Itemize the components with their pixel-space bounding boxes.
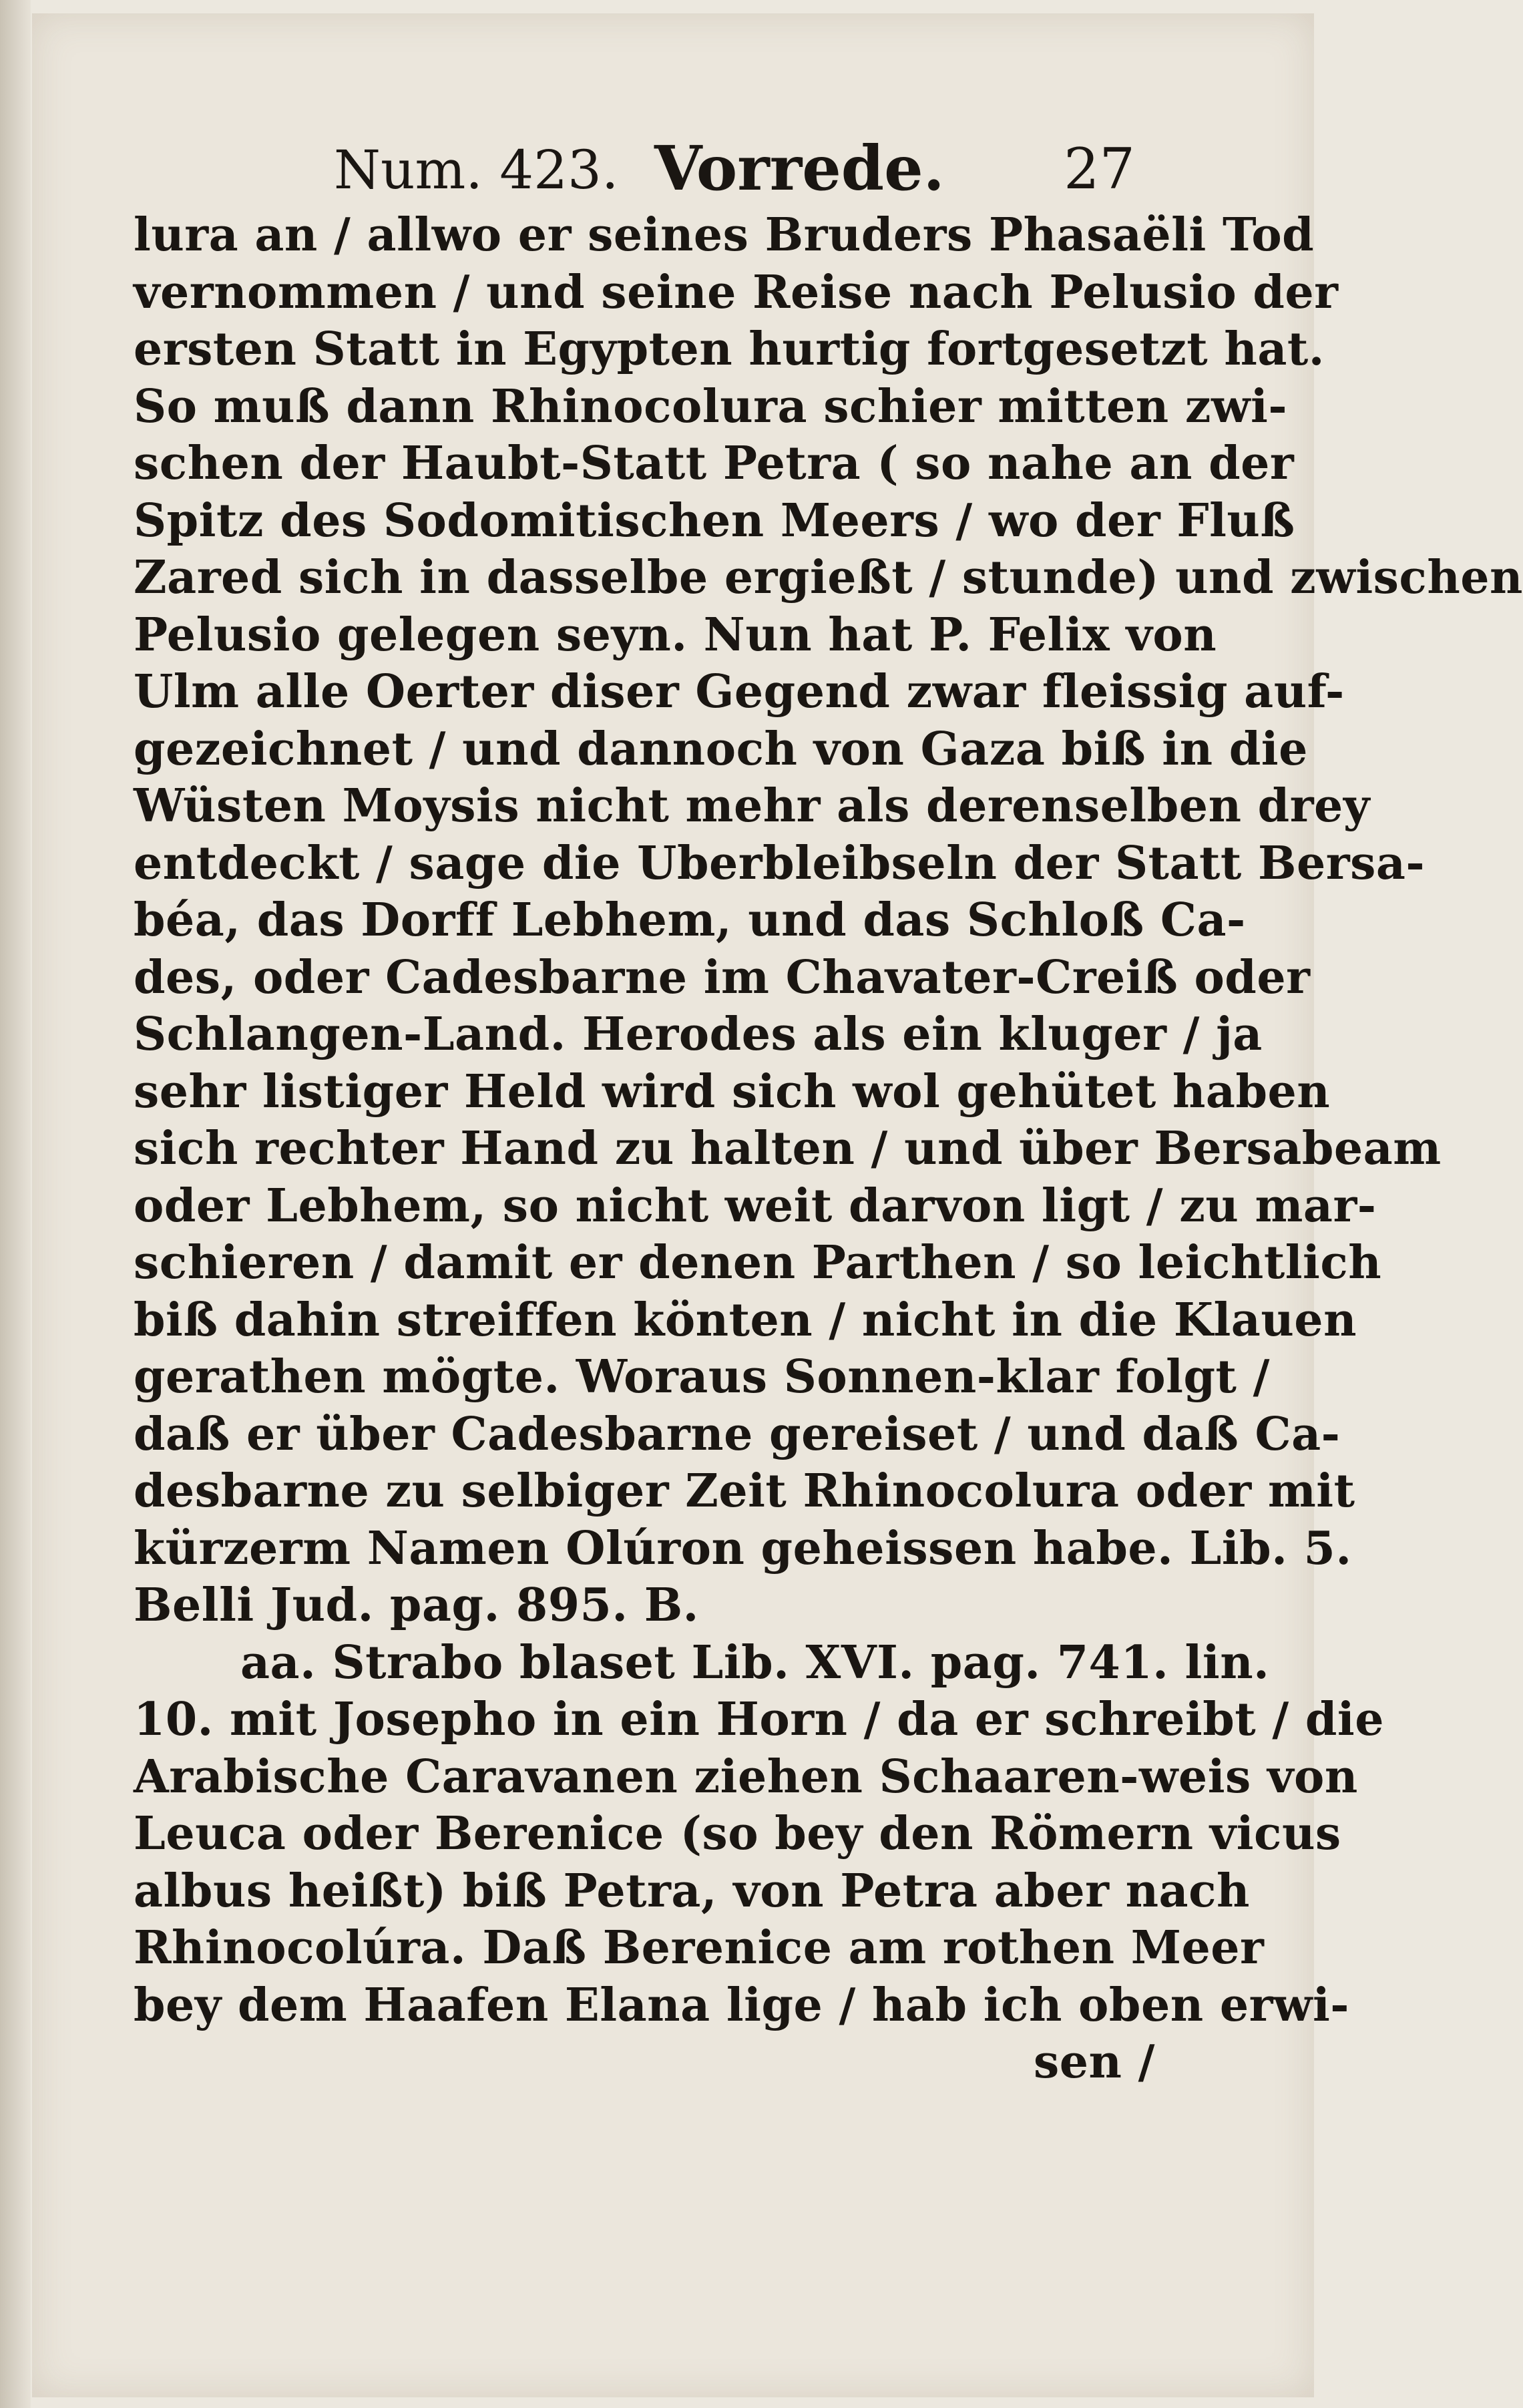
note-line: albus heißt) biß Petra, von Petra aber nach xyxy=(134,1864,1250,1918)
text-line: desbarne zu selbiger Zeit Rhinocolura oder mit xyxy=(134,1464,1355,1518)
text-line: schen der Haubt-Statt Petra ( so nahe an der xyxy=(134,437,1295,490)
running-header xyxy=(334,127,1135,207)
text-line: Spitz des Sodomitischen Meers / wo der Fluß xyxy=(134,493,1295,548)
text-line: gerathen mögte. Woraus Sonnen-klar folgt / xyxy=(134,1350,1270,1404)
text-line: schieren / damit er denen Parthen / so leichtlich xyxy=(134,1236,1382,1289)
text-line: gezeichnet / und dannoch von Gaza biß in die xyxy=(134,722,1308,776)
note-line: Arabische Caravanen ziehen Schaaren-weis von xyxy=(134,1750,1358,1804)
text-line: Ulm alle Oerter diser Gegend zwar fleissig auf- xyxy=(134,665,1345,719)
text-line: biß dahin streiffen könten / nicht in die Klauen xyxy=(134,1293,1357,1347)
page-gutter xyxy=(0,0,31,2408)
note-line: bey dem Haafen Elana lige / hab ich oben erwi- xyxy=(134,1978,1350,2032)
text-line: Pelusio gelegen seyn. Nun hat P. Felix von xyxy=(134,608,1217,662)
section-number: Num. 423. xyxy=(334,139,619,201)
text-line: béa, das Dorff Lebhem, und das Schloß Ca- xyxy=(134,893,1246,947)
note-line: Rhinocolúra. Daß Berenice am rothen Meer xyxy=(134,1921,1265,1975)
note-line: Leuca oder Berenice (so bey den Römern vicus xyxy=(134,1807,1341,1860)
text-line: daß er über Cadesbarne gereiset / und daß Ca- xyxy=(134,1407,1341,1461)
text-line: Zared sich in dasselbe ergießt / stunde) und zwischen xyxy=(134,551,1523,604)
catchword: sen / xyxy=(1034,2035,1155,2089)
text-line: Wüsten Moysis nicht mehr als derenselben drey xyxy=(134,779,1370,833)
text-line: des, oder Cadesbarne im Chavater-Creiß oder xyxy=(134,950,1311,1004)
text-line: lura an / allwo er seines Bruders Phasaëli Tod xyxy=(134,208,1315,262)
text-line: kürzerm Namen Olúron geheissen habe. Lib. 5. xyxy=(134,1521,1352,1575)
text-line: entdeckt / sage die Uberbleibseln der Statt Bersa- xyxy=(134,836,1426,890)
note-line: aa. Strabo blaset Lib. XVI. pag. 741. lin. xyxy=(240,1635,1270,1689)
text-line: oder Lebhem, so nicht weit darvon ligt / zu mar- xyxy=(134,1179,1377,1233)
page-title: Vorrede. xyxy=(654,132,945,204)
text-line: sich rechter Hand zu halten / und über Bersabeam xyxy=(134,1122,1442,1175)
page-number: 27 xyxy=(1064,136,1135,202)
text-line: sehr listiger Held wird sich wol gehütet haben xyxy=(134,1064,1331,1119)
text-line: So muß dann Rhinocolura schier mitten zwi- xyxy=(134,379,1288,433)
text-line: Schlangen-Land. Herodes als ein kluger / ja xyxy=(134,1008,1263,1061)
main-text-block xyxy=(134,207,1523,2091)
text-line: vernommen / und seine Reise nach Pelusio der xyxy=(134,265,1339,319)
text-line: Belli Jud. pag. 895. B. xyxy=(134,1579,699,1632)
note-line: 10. mit Josepho in ein Horn / da er schreibt / die xyxy=(134,1693,1385,1746)
text-line: ersten Statt in Egypten hurtig fortgesetzt hat. xyxy=(134,323,1325,376)
